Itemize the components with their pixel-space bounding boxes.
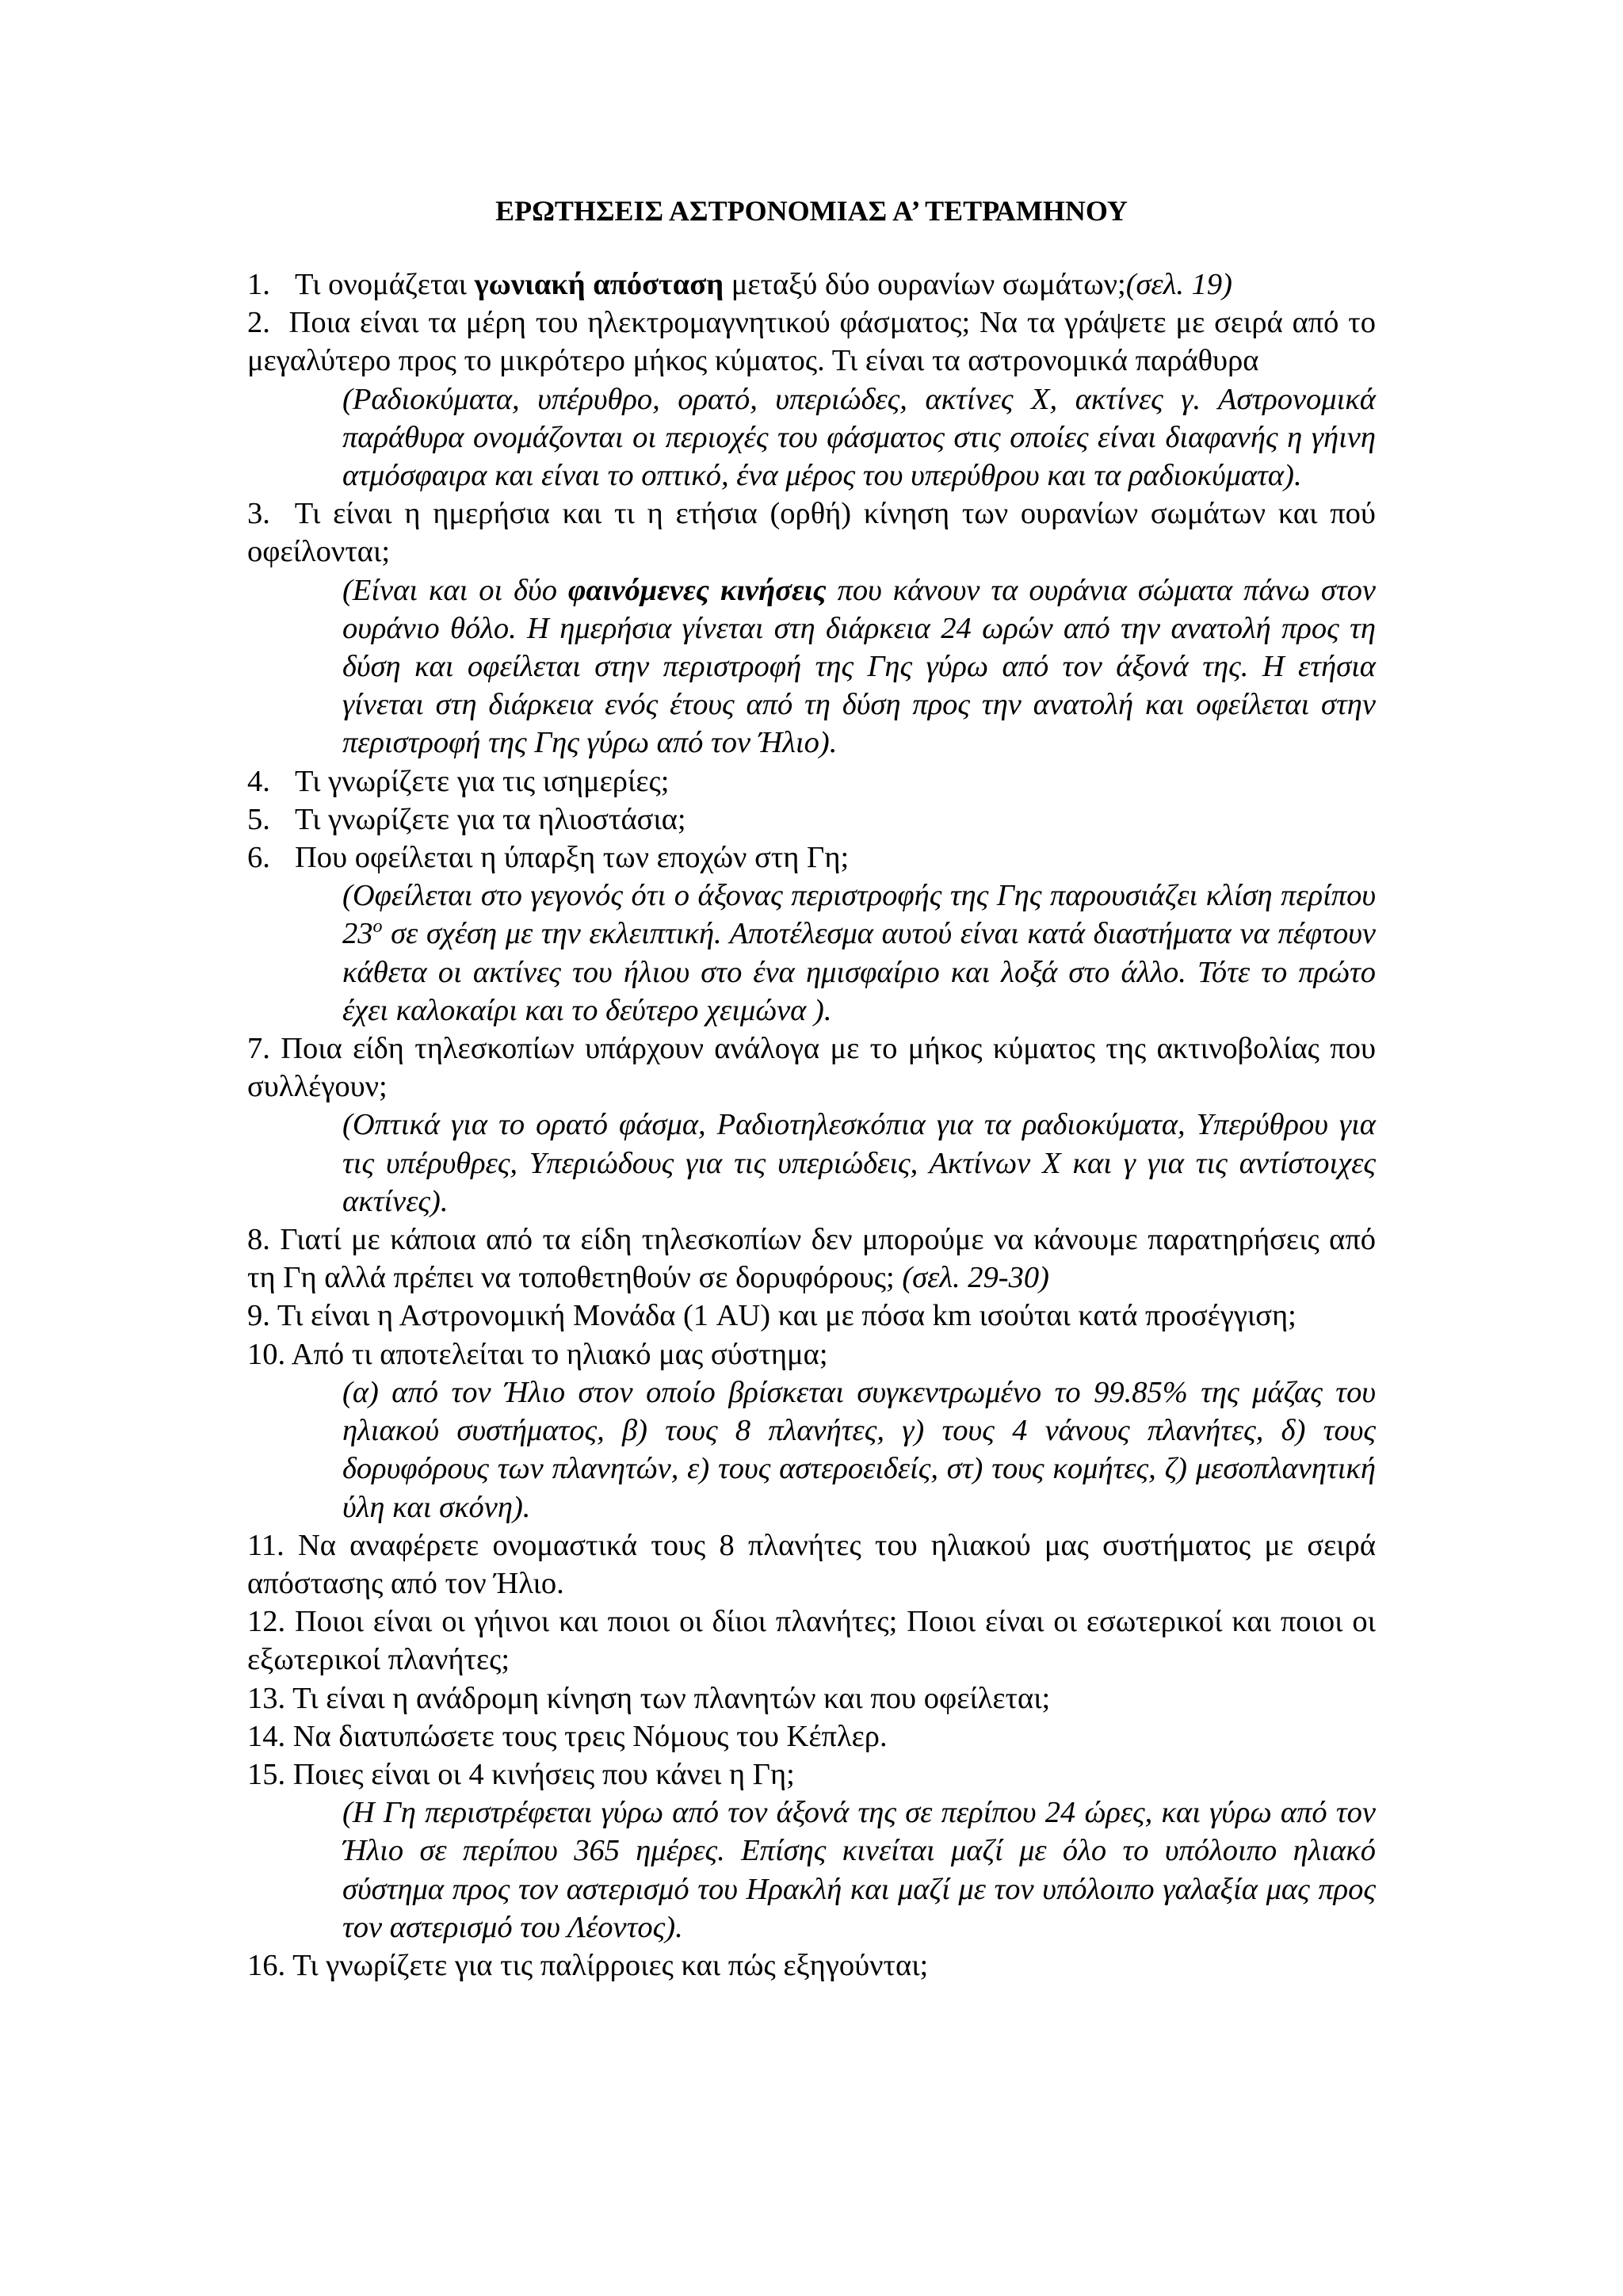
question-number: 15.	[247, 1757, 286, 1791]
question-9	[247, 1297, 1376, 1335]
question-text: Τι γνωρίζετε για τις ισημερίες;	[295, 764, 670, 798]
question-number: 13.	[247, 1681, 286, 1715]
question-text: Που οφείλεται η ύπαρξη των εποχών στη Γη;	[295, 841, 850, 875]
question-text: Ποιοι είναι οι γήινοι και ποιοι οι δίιοι πλανήτες; Ποιοι είναι οι εσωτερικοί και ποιοι οι εξωτερικοί πλανήτες;	[247, 1605, 1377, 1677]
answer-2: (Ραδιοκύματα, υπέρυθρο, ορατό, υπεριώδες, ακτίνες Χ, ακτίνες γ. Αστρονομικά παράθυρα ονομάζονται οι περιοχές του φάσματος στις οποίες είναι διαφανής η γήινη ατμόσφαιρα και είναι το οπτικό, ένα μέρος του υπερύθρου και τα ραδιοκύματα).	[342, 382, 1376, 493]
question-number: 11.	[247, 1528, 285, 1562]
question-text: Ποια είναι τα μέρη του ηλεκτρομαγνητικού φάσματος; Να τα γράψετε με σειρά από το μεγαλύτερο προς το μικρότερο μήκος κύματος. Τι είναι τα αστρονομικά παράθυρα	[247, 306, 1376, 378]
question-15	[247, 1755, 1376, 1794]
question-number: 6.	[247, 841, 270, 875]
question-number: 8.	[247, 1223, 270, 1257]
question-number: 4.	[247, 764, 270, 798]
question-text: Από τι αποτελείται το ηλιακό μας σύστημα;	[291, 1337, 828, 1371]
question-number: 14.	[247, 1719, 286, 1753]
question-number: 2.	[247, 306, 270, 340]
page-reference: (σελ. 19)	[1125, 268, 1232, 301]
question-8	[247, 1221, 1376, 1297]
question-number: 1.	[247, 268, 270, 301]
question-1	[247, 266, 1376, 304]
answer-6	[247, 877, 1376, 1030]
question-text: Να αναφέρετε ονομαστικά τους 8 πλανήτες του ηλιακού μας συστήματος με σειρά απόστασης από τον Ήλιο.	[247, 1528, 1377, 1600]
question-number: 10.	[247, 1337, 286, 1371]
question-12	[247, 1603, 1376, 1679]
question-3	[247, 495, 1376, 571]
question-text: Να διατυπώσετε τους τρεις Νόμους του Κέπλερ.	[292, 1719, 888, 1753]
question-11	[247, 1526, 1376, 1603]
question-text: Ποια είδη τηλεσκοπίων υπάρχουν ανάλογα με το μήκος κύματος της ακτινοβολίας που συλλέγουν;	[247, 1032, 1377, 1104]
question-7	[247, 1030, 1376, 1106]
question-10	[247, 1335, 1376, 1373]
question-14	[247, 1717, 1376, 1755]
answer-text: που κάνουν τα ουράνια σώματα πάνω στον ουράνιο θόλο. Η ημερήσια γίνεται στη διάρκεια 24 ωρών από την ανατολή προς τη δύση και οφείλεται στην περιστροφή της Γης γύρω από τον άξονά της. Η ετήσια γίνεται στη διάρκεια ενός έτους από τη δύση προς την ανατολή και οφείλεται στην περιστροφή της Γης γύρω από τον Ήλιο).	[342, 573, 1376, 760]
question-number: 3.	[247, 497, 270, 531]
question-number: 16.	[247, 1948, 286, 1982]
question-5	[247, 800, 1376, 839]
question-text: Τι γνωρίζετε για τα ηλιοστάσια;	[295, 802, 686, 836]
question-text: Τι είναι η Αστρονομική Μονάδα (1 AU) και με πόσα km ισούται κατά προσέγγιση;	[277, 1299, 1296, 1333]
question-text: μεταξύ δύο ουρανίων σωμάτων;	[724, 268, 1126, 301]
question-6	[247, 839, 1376, 877]
answer-text: (Οφείλεται στο γεγονός ότι ο άξονας περιστροφής της Γης παρουσιάζει κλίση περίπου 23	[342, 879, 1376, 951]
question-number: 12.	[247, 1605, 286, 1639]
question-text: Γιατί με κάποια από τα είδη τηλεσκοπίων δεν μπορούμε να κάνουμε παρατηρήσεις από τη Γη αλλά πρέπει να τοποθετηθούν σε δορυφόρους;	[247, 1223, 1377, 1295]
answer-text: (Είναι και οι δύο	[342, 573, 568, 607]
question-13	[247, 1679, 1376, 1717]
page-reference: (σελ. 29-30)	[902, 1261, 1049, 1295]
document-body	[247, 192, 1376, 1985]
document-title: ΕΡΩΤΗΣΕΙΣ ΑΣΤΡΟΝΟΜΙΑΣ Α’ ΤΕΤΡΑΜΗΝΟΥ	[495, 195, 1128, 227]
question-text: Τι γνωρίζετε για τις παλίρροιες και πώς εξηγούνται;	[292, 1948, 929, 1982]
question-number: 7.	[247, 1032, 270, 1066]
answer-10: (α) από τον Ήλιο στον οποίο βρίσκεται συγκεντρωμένο το 99.85% της μάζας του ηλιακού συστήματος, β) τους 8 πλανήτες, γ) τους 4 νάνους πλανήτες, δ) τους δορυφόρους των πλανητών, ε) τους αστεροειδείς, στ) τους κομήτες, ζ) μεσοπλανητική ύλη και σκόνη).	[342, 1375, 1376, 1524]
question-text: Τι είναι η ημερήσια και τι η ετήσια (ορθή) κίνηση των ουρανίων σωμάτων και πού οφείλονται;	[247, 497, 1376, 569]
answer-3	[247, 571, 1376, 762]
highlighted-term: γωνιακή απόσταση	[474, 268, 724, 301]
question-2	[247, 304, 1376, 380]
question-text: Τι είναι η ανάδρομη κίνηση των πλανητών και που οφείλεται;	[292, 1681, 1051, 1715]
answer-text: σε σχέση με την εκλειπτική. Αποτέλεσμα αυτού είναι κατά διαστήματα να πέφτουν κάθετα οι ακτίνες του ήλιου στο ένα ημισφαίριο και λοξά στο άλλο. Τότε το πρώτο έχει καλοκαίρι και το δεύτερο χειμώνα ).	[342, 917, 1376, 1027]
highlighted-term: φαινόμενες κινήσεις	[567, 573, 827, 607]
question-16	[247, 1946, 1376, 1985]
degree-superscript: ο	[372, 916, 383, 938]
question-text: Τι ονομάζεται	[295, 268, 475, 301]
answer-15: (Η Γη περιστρέφεται γύρω από τον άξονά της σε περίπου 24 ώρες, και γύρω από τον Ήλιο σε περίπου 365 ημέρες. Επίσης κινείται μαζί με όλο το υπόλοιπο ηλιακό σύστημα προς τον αστερισμό του Ηρακλή και μαζί με τον υπόλοιπο γαλαξία μας προς τον αστερισμό του Λέοντος).	[342, 1796, 1376, 1944]
question-number: 9.	[247, 1299, 270, 1333]
question-number: 5.	[247, 802, 270, 836]
question-text: Ποιες είναι οι 4 κινήσεις που κάνει η Γη;	[292, 1757, 795, 1791]
question-4	[247, 762, 1376, 800]
answer-7: (Οπτικά για το ορατό φάσμα, Ραδιοτηλεσκόπια για τα ραδιοκύματα, Υπερύθρου για τις υπέρυθρες, Υπεριώδους για τις υπεριώδεις, Ακτίνων Χ και γ για τις αντίστοιχες ακτίνες).	[342, 1108, 1376, 1218]
